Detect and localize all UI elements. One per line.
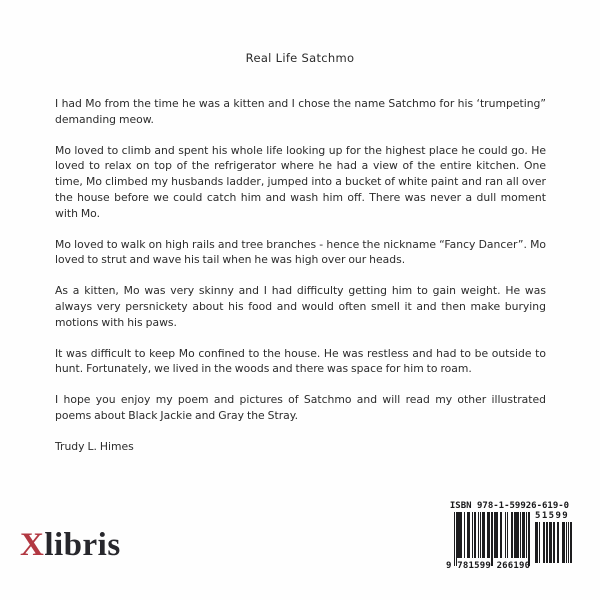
body-paragraph: Mo loved to walk on high rails and tree branches - hence the nickname “Fancy Dancer”. Mo loved to strut and wave his tail when he was high over our heads. <box>55 237 546 267</box>
body-paragraph: It was difficult to keep Mo confined to the house. He was restless and had to be outside to hunt. Fortunately, we lived in the woods and there was space for him to roam. <box>55 346 546 376</box>
ean13-digits: 9 781599 266190 <box>446 561 531 571</box>
page-title: Real Life Satchmo <box>245 51 355 65</box>
isbn-barcode <box>446 500 576 578</box>
body-paragraph: I had Mo from the time he was a kitten and I chose the name Satchmo for his ‘trumpeting” demanding meow. <box>55 97 546 126</box>
ean5-addon-bars <box>534 522 572 563</box>
ean13-bars <box>454 512 530 566</box>
author-name: Trudy L. Himes <box>55 439 134 453</box>
ean5-addon-digits: 51599 <box>535 511 570 521</box>
logo-letters-libris: libris <box>44 527 121 563</box>
body-text <box>55 96 546 455</box>
isbn-label: ISBN 978-1-59926-619-0 <box>449 501 570 511</box>
body-paragraph: Mo loved to climb and spent his whole life looking up for the highest place he could go. He loved to relax on top of the refrigerator where he had a view of the entire kitchen. One time, Mo climbed my husbands ladder, jumped into a bucket of white paint and ran all over the house before we could catch him and wash him off. There was never a dull moment with Mo. <box>55 143 546 220</box>
body-paragraph: As a kitten, Mo was very skinny and I had difficulty getting him to gain weight. He was always very persnickety about his food and would often smell it and then make burying motions with his paws. <box>55 284 546 329</box>
logo-letter-x: X <box>20 527 45 563</box>
xlibris-publisher-logo <box>20 527 121 563</box>
body-paragraph: I hope you enjoy my poem and pictures of Satchmo and will read my other illustrated poems about Black Jackie and Gray the Stray. <box>55 393 546 422</box>
